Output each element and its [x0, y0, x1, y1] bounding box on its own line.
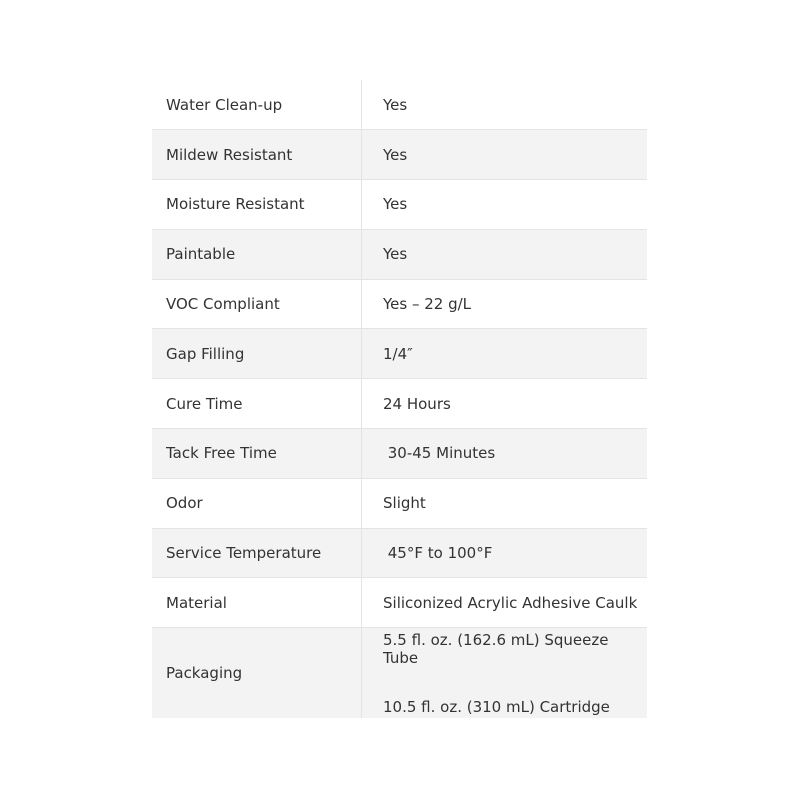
spec-label: Mildew Resistant [152, 130, 362, 180]
spec-label: Moisture Resistant [152, 180, 362, 230]
spec-label: Cure Time [152, 379, 362, 429]
specs-table-body [152, 80, 647, 718]
spec-value: Yes [362, 80, 648, 130]
spec-value: Yes [362, 229, 648, 279]
packaging-option: 5.5 fl. oz. (162.6 mL) Squeeze Tube [383, 630, 609, 667]
spec-label: Tack Free Time [152, 429, 362, 479]
spec-label: VOC Compliant [152, 279, 362, 329]
spec-label: Gap Filling [152, 329, 362, 379]
spec-label: Packaging [152, 628, 362, 718]
spec-label: Paintable [152, 229, 362, 279]
spec-value: 1/4″ [362, 329, 648, 379]
spec-row-gap-filling [152, 329, 647, 379]
spec-row-moisture-resistant [152, 180, 647, 230]
spec-row-tack-free-time [152, 429, 647, 479]
spec-label: Water Clean-up [152, 80, 362, 130]
spec-row-service-temperature [152, 528, 647, 578]
spec-label: Odor [152, 478, 362, 528]
spec-label: Service Temperature [152, 528, 362, 578]
spec-value: Siliconized Acrylic Adhesive Caulk [362, 578, 648, 628]
spec-value: 30-45 Minutes [362, 429, 648, 479]
product-specs-table [152, 80, 647, 718]
spec-value-list [362, 628, 648, 718]
spec-row-odor [152, 478, 647, 528]
spec-value: Slight [362, 478, 648, 528]
spec-row-material [152, 578, 647, 628]
spec-row-voc-compliant [152, 279, 647, 329]
spec-row-packaging [152, 628, 647, 718]
spec-value: Yes [362, 130, 648, 180]
spec-value: 45°F to 100°F [362, 528, 648, 578]
spec-value: Yes – 22 g/L [362, 279, 648, 329]
spec-value: Yes [362, 180, 648, 230]
spec-row-water-clean-up [152, 80, 647, 130]
spec-value: 24 Hours [362, 379, 648, 429]
spec-row-mildew-resistant [152, 130, 647, 180]
spec-label: Material [152, 578, 362, 628]
packaging-option: 10.5 fl. oz. (310 mL) Cartridge [383, 697, 610, 716]
spec-row-paintable [152, 229, 647, 279]
spec-row-cure-time [152, 379, 647, 429]
